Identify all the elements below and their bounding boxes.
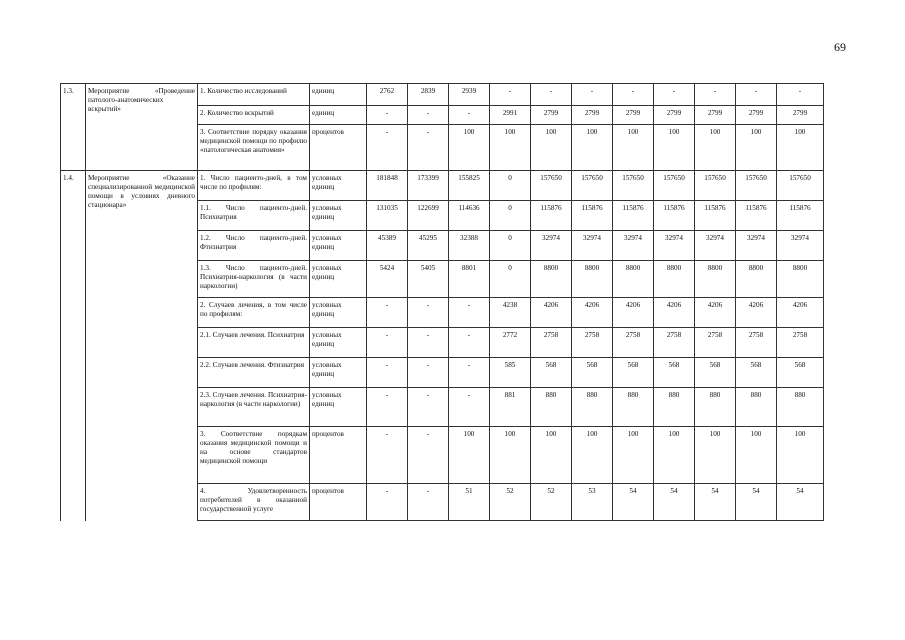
value-cell: - bbox=[367, 388, 408, 427]
value-cell: 100 bbox=[449, 427, 490, 484]
indicator-cell: 2. Случаев лечения, в том числе по профилям: bbox=[198, 298, 310, 328]
value-cell: 115876 bbox=[572, 201, 613, 231]
value-cell: 568 bbox=[777, 358, 824, 388]
indicators-table bbox=[60, 83, 824, 521]
value-cell: 4206 bbox=[777, 298, 824, 328]
value-cell: - bbox=[408, 298, 449, 328]
value-cell: 54 bbox=[613, 484, 654, 521]
value-cell: 880 bbox=[695, 388, 736, 427]
value-cell: 115876 bbox=[613, 201, 654, 231]
value-cell: 115876 bbox=[777, 201, 824, 231]
value-cell: 181848 bbox=[367, 171, 408, 201]
value-cell: 2799 bbox=[613, 106, 654, 125]
value-cell: 880 bbox=[613, 388, 654, 427]
indicator-cell: 1. Количество исследований bbox=[198, 84, 310, 106]
value-cell: 100 bbox=[736, 427, 777, 484]
value-cell: 52 bbox=[490, 484, 531, 521]
value-cell: - bbox=[449, 328, 490, 358]
value-cell: - bbox=[449, 388, 490, 427]
value-cell: 2758 bbox=[695, 328, 736, 358]
value-cell: 8800 bbox=[777, 261, 824, 298]
value-cell: 53 bbox=[572, 484, 613, 521]
value-cell: - bbox=[367, 358, 408, 388]
value-cell: 568 bbox=[654, 358, 695, 388]
value-cell: 100 bbox=[490, 125, 531, 171]
group-name-cell: Мероприятие «Проведение патолого-анатомических вскрытий» bbox=[86, 84, 198, 171]
value-cell: 100 bbox=[449, 125, 490, 171]
value-cell: - bbox=[408, 125, 449, 171]
indicator-cell: 3. Соответствие порядку оказания медицинской помощи по профилю «патологическая анатомия» bbox=[198, 125, 310, 171]
value-cell: 100 bbox=[736, 125, 777, 171]
value-cell: 0 bbox=[490, 231, 531, 261]
unit-cell: процентов bbox=[310, 484, 367, 521]
unit-cell: процентов bbox=[310, 125, 367, 171]
value-cell: 4206 bbox=[695, 298, 736, 328]
value-cell: 100 bbox=[613, 427, 654, 484]
value-cell: 157650 bbox=[531, 171, 572, 201]
value-cell: 32974 bbox=[654, 231, 695, 261]
value-cell: 54 bbox=[695, 484, 736, 521]
value-cell: - bbox=[695, 84, 736, 106]
value-cell: 2758 bbox=[736, 328, 777, 358]
value-cell: 8800 bbox=[736, 261, 777, 298]
value-cell: 2799 bbox=[777, 106, 824, 125]
value-cell: 4206 bbox=[736, 298, 777, 328]
indicator-cell: 1.3. Число пациенто-дней. Психиатрия-наркология (в части наркологии) bbox=[198, 261, 310, 298]
value-cell: 2799 bbox=[572, 106, 613, 125]
value-cell: 2799 bbox=[654, 106, 695, 125]
value-cell: 0 bbox=[490, 201, 531, 231]
value-cell: 157650 bbox=[654, 171, 695, 201]
value-cell: 5405 bbox=[408, 261, 449, 298]
indicator-cell: 2.3. Случаев лечения. Психиатрия-наркология (в части наркологии) bbox=[198, 388, 310, 427]
value-cell: 32974 bbox=[695, 231, 736, 261]
value-cell: - bbox=[654, 84, 695, 106]
value-cell: 0 bbox=[490, 261, 531, 298]
value-cell: 100 bbox=[777, 427, 824, 484]
value-cell: 2799 bbox=[531, 106, 572, 125]
value-cell: - bbox=[490, 84, 531, 106]
value-cell: 115876 bbox=[695, 201, 736, 231]
value-cell: - bbox=[572, 84, 613, 106]
value-cell: 157650 bbox=[777, 171, 824, 201]
value-cell: 173399 bbox=[408, 171, 449, 201]
value-cell: 4206 bbox=[531, 298, 572, 328]
value-cell: 157650 bbox=[613, 171, 654, 201]
value-cell: 881 bbox=[490, 388, 531, 427]
value-cell: 157650 bbox=[695, 171, 736, 201]
value-cell: - bbox=[777, 84, 824, 106]
value-cell: 568 bbox=[695, 358, 736, 388]
group-name-cell: Мероприятие «Оказание специализированной медицинской помощи в условиях дневного стационара» bbox=[86, 171, 198, 521]
unit-cell: условных единиц bbox=[310, 328, 367, 358]
value-cell: - bbox=[736, 84, 777, 106]
unit-cell: условных единиц bbox=[310, 201, 367, 231]
value-cell: - bbox=[367, 427, 408, 484]
value-cell: 114636 bbox=[449, 201, 490, 231]
value-cell: 2799 bbox=[736, 106, 777, 125]
value-cell: 2939 bbox=[449, 84, 490, 106]
value-cell: 32974 bbox=[777, 231, 824, 261]
value-cell: - bbox=[367, 106, 408, 125]
indicator-cell: 3. Соответствие порядкам оказания медицинской помощи и на основе стандартов медицинской помощи bbox=[198, 427, 310, 484]
value-cell: 568 bbox=[531, 358, 572, 388]
value-cell: 2758 bbox=[531, 328, 572, 358]
indicator-cell: 2.2. Случаев лечения. Фтизиатрия bbox=[198, 358, 310, 388]
value-cell: 5424 bbox=[367, 261, 408, 298]
indicator-cell: 1. Число пациенто-дней, в том числе по профилям: bbox=[198, 171, 310, 201]
value-cell: 122699 bbox=[408, 201, 449, 231]
value-cell: 2839 bbox=[408, 84, 449, 106]
value-cell: 2799 bbox=[695, 106, 736, 125]
unit-cell: условных единиц bbox=[310, 231, 367, 261]
value-cell: 100 bbox=[695, 427, 736, 484]
value-cell: 100 bbox=[613, 125, 654, 171]
value-cell: 115876 bbox=[654, 201, 695, 231]
unit-cell: единиц bbox=[310, 106, 367, 125]
unit-cell: условных единиц bbox=[310, 171, 367, 201]
value-cell: 54 bbox=[777, 484, 824, 521]
value-cell: 8800 bbox=[695, 261, 736, 298]
value-cell: - bbox=[531, 84, 572, 106]
value-cell: 8800 bbox=[531, 261, 572, 298]
group-id-cell: 1.3. bbox=[61, 84, 86, 171]
value-cell: 8801 bbox=[449, 261, 490, 298]
value-cell: 100 bbox=[572, 427, 613, 484]
indicator-cell: 2.1. Случаев лечения. Психиатрия bbox=[198, 328, 310, 358]
value-cell: 32974 bbox=[613, 231, 654, 261]
value-cell: 51 bbox=[449, 484, 490, 521]
value-cell: 8800 bbox=[572, 261, 613, 298]
indicator-cell: 2. Количество вскрытий bbox=[198, 106, 310, 125]
value-cell: - bbox=[449, 358, 490, 388]
value-cell: 880 bbox=[531, 388, 572, 427]
unit-cell: процентов bbox=[310, 427, 367, 484]
value-cell: 4238 bbox=[490, 298, 531, 328]
value-cell: - bbox=[367, 125, 408, 171]
value-cell: 157650 bbox=[572, 171, 613, 201]
value-cell: - bbox=[408, 427, 449, 484]
value-cell: 568 bbox=[613, 358, 654, 388]
value-cell: - bbox=[449, 106, 490, 125]
group-id-cell: 1.4. bbox=[61, 171, 86, 521]
value-cell: 2758 bbox=[777, 328, 824, 358]
value-cell: 4206 bbox=[613, 298, 654, 328]
value-cell: 100 bbox=[654, 427, 695, 484]
value-cell: 880 bbox=[777, 388, 824, 427]
value-cell: 115876 bbox=[736, 201, 777, 231]
value-cell: 100 bbox=[654, 125, 695, 171]
table-body bbox=[61, 84, 824, 521]
value-cell: 100 bbox=[777, 125, 824, 171]
page-number: 69 bbox=[834, 40, 846, 54]
value-cell: 0 bbox=[490, 171, 531, 201]
unit-cell: единиц bbox=[310, 84, 367, 106]
value-cell: 131035 bbox=[367, 201, 408, 231]
value-cell: - bbox=[408, 328, 449, 358]
value-cell: 100 bbox=[490, 427, 531, 484]
indicators-table-container bbox=[60, 83, 823, 521]
table-row bbox=[61, 84, 824, 106]
value-cell: 4206 bbox=[654, 298, 695, 328]
value-cell: - bbox=[408, 484, 449, 521]
indicator-cell: 1.2. Число пациенто-дней. Фтизиатрия bbox=[198, 231, 310, 261]
value-cell: - bbox=[613, 84, 654, 106]
value-cell: 4206 bbox=[572, 298, 613, 328]
unit-cell: условных единиц bbox=[310, 388, 367, 427]
value-cell: 54 bbox=[654, 484, 695, 521]
unit-cell: условных единиц bbox=[310, 261, 367, 298]
value-cell: 32974 bbox=[572, 231, 613, 261]
value-cell: 8800 bbox=[613, 261, 654, 298]
value-cell: 157650 bbox=[736, 171, 777, 201]
value-cell: 880 bbox=[736, 388, 777, 427]
value-cell: 100 bbox=[695, 125, 736, 171]
value-cell: 2991 bbox=[490, 106, 531, 125]
value-cell: - bbox=[408, 106, 449, 125]
value-cell: 100 bbox=[572, 125, 613, 171]
value-cell: - bbox=[408, 358, 449, 388]
value-cell: 8800 bbox=[654, 261, 695, 298]
value-cell: 2758 bbox=[613, 328, 654, 358]
value-cell: 115876 bbox=[531, 201, 572, 231]
value-cell: 880 bbox=[572, 388, 613, 427]
value-cell: 2762 bbox=[367, 84, 408, 106]
value-cell: 880 bbox=[654, 388, 695, 427]
value-cell: 100 bbox=[531, 427, 572, 484]
value-cell: - bbox=[408, 388, 449, 427]
value-cell: 585 bbox=[490, 358, 531, 388]
value-cell: - bbox=[367, 328, 408, 358]
unit-cell: условных единиц bbox=[310, 298, 367, 328]
value-cell: 45295 bbox=[408, 231, 449, 261]
value-cell: 568 bbox=[736, 358, 777, 388]
value-cell: 568 bbox=[572, 358, 613, 388]
unit-cell: условных единиц bbox=[310, 358, 367, 388]
value-cell: 100 bbox=[531, 125, 572, 171]
value-cell: 45389 bbox=[367, 231, 408, 261]
value-cell: 2772 bbox=[490, 328, 531, 358]
value-cell: 52 bbox=[531, 484, 572, 521]
value-cell: 32974 bbox=[531, 231, 572, 261]
value-cell: 2758 bbox=[654, 328, 695, 358]
value-cell: - bbox=[367, 298, 408, 328]
value-cell: 32388 bbox=[449, 231, 490, 261]
indicator-cell: 4. Удовлетворенность потребителей в оказанной государственной услуге bbox=[198, 484, 310, 521]
value-cell: 2758 bbox=[572, 328, 613, 358]
value-cell: 155825 bbox=[449, 171, 490, 201]
value-cell: 54 bbox=[736, 484, 777, 521]
indicator-cell: 1.1. Число пациенто-дней. Психиатрия bbox=[198, 201, 310, 231]
value-cell: - bbox=[367, 484, 408, 521]
value-cell: 32974 bbox=[736, 231, 777, 261]
table-row bbox=[61, 171, 824, 201]
value-cell: - bbox=[449, 298, 490, 328]
